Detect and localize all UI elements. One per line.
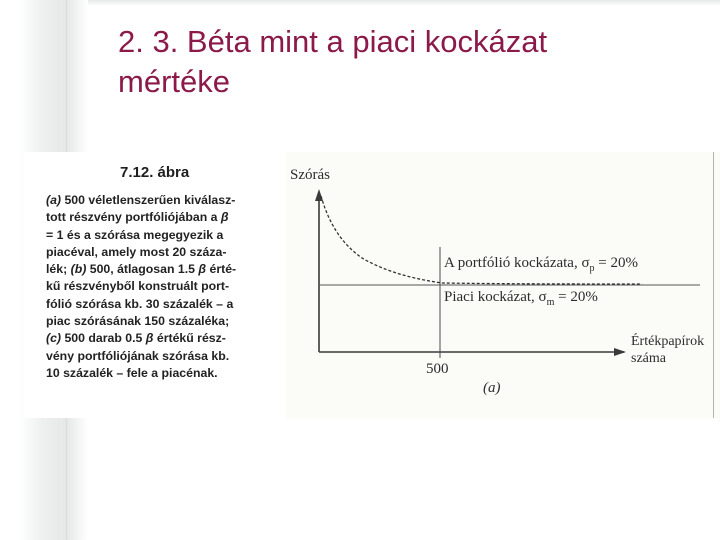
top-decoration <box>18 0 720 6</box>
caption-segment: (c) <box>46 331 62 346</box>
y-axis-arrow <box>315 189 323 201</box>
figure-label: 7.12. ábra <box>120 164 190 181</box>
risk-diagram <box>24 152 720 418</box>
panel-label: (a) <box>483 380 501 396</box>
caption-segment: β <box>198 262 207 277</box>
portfolio-risk-label: A portfólió kockázata, $\sigma_p = 20\%$ <box>444 255 639 274</box>
caption-segment: vény portfóliójának szórása kb. <box>46 348 230 363</box>
caption-segment: = 1 és a szórása megegyezik a <box>46 227 224 242</box>
caption-segment: értékű rész- <box>153 331 226 346</box>
caption-segment: piacéval, amely most 20 száza- <box>46 244 227 259</box>
caption-segment: piac szórásának 150 százaléka; <box>46 314 230 329</box>
caption-segment: 500 véletlenszerűen kiválasz- <box>61 193 236 207</box>
caption-segment: 500 darab 0.5 <box>61 331 146 346</box>
caption-segment: lék; <box>46 262 71 277</box>
caption-segment: (b) <box>70 262 87 277</box>
caption-segment: fólió szórása kb. 30 százalék – a <box>46 296 234 311</box>
y-axis-label: Szórás <box>290 167 330 183</box>
x-tick-label: 500 <box>426 361 449 377</box>
caption-segment: 500, átlagosan 1.5 <box>86 262 199 277</box>
x-axis-label-line1: Értékpapírok <box>631 334 705 349</box>
scan-edge <box>713 152 714 418</box>
scanned-figure <box>24 152 720 418</box>
x-axis-arrow <box>614 348 626 356</box>
market-risk-label: Piaci kockázat, $\sigma_m = 20\%$ <box>444 289 598 308</box>
caption-segment: tott részvény portfóliójában a <box>46 210 221 225</box>
caption-segment: 10 százalék – fele a piacénak. <box>46 365 218 380</box>
x-axis-label-line2: száma <box>631 351 666 366</box>
caption-segment: érté- <box>206 262 237 277</box>
caption-segment: (a) <box>46 193 62 207</box>
caption-segment: β <box>220 210 229 225</box>
caption-segment: kű részvényből konstruált port- <box>46 279 230 294</box>
caption-segment: β <box>145 331 154 346</box>
slide-title: 2. 3. Béta mint a piaci kockázat mértéke <box>118 24 548 99</box>
